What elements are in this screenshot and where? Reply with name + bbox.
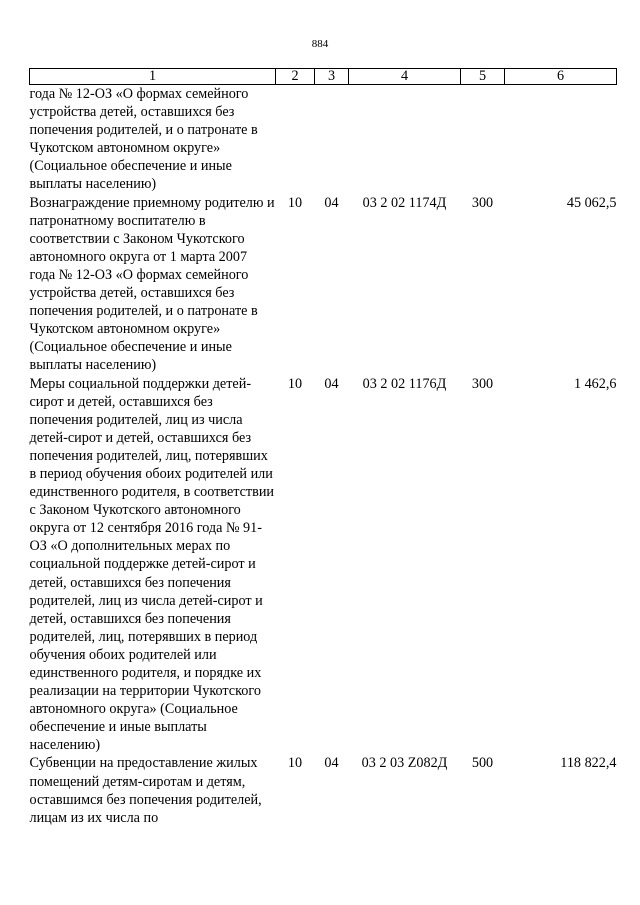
page-number: 884 — [311, 38, 329, 50]
table-row — [30, 194, 617, 375]
row-amount: 1 462,6 — [573, 375, 617, 392]
row-code: 03 2 03 Z082Д — [361, 755, 448, 772]
row-section: 10 — [287, 194, 303, 211]
row-code: 03 2 02 1176Д — [362, 375, 447, 392]
row-subsection: 04 — [324, 375, 339, 392]
budget-table — [29, 68, 617, 827]
row-name-continuation: года № 12-ОЗ «О формах семейного устройства детей, оставшихся без попечения родителей, и о патронате в Чукотском автономном округе» (Социальное обеспечение и иные выплаты населению) — [29, 86, 258, 193]
table-row — [30, 375, 617, 755]
column-header-section: 2 — [276, 69, 315, 85]
row-expense-type: 300 — [471, 375, 494, 392]
column-header-expense-type: 5 — [461, 69, 505, 85]
column-header-code: 4 — [349, 69, 461, 85]
row-section: 10 — [287, 375, 303, 392]
row-section: 10 — [287, 755, 303, 772]
column-header-subsection: 3 — [315, 69, 349, 85]
table-header-row — [30, 69, 617, 85]
row-expense-type: 500 — [471, 755, 494, 772]
row-amount: 45 062,5 — [566, 194, 617, 211]
row-code: 03 2 02 1174Д — [362, 194, 447, 211]
table-row — [30, 754, 617, 826]
row-amount: 118 822,4 — [560, 755, 617, 772]
row-expense-type: 300 — [471, 194, 494, 211]
row-subsection: 04 — [324, 755, 339, 772]
row-subsection: 04 — [324, 194, 339, 211]
row-name: Меры социальной поддержки детей-сирот и детей, оставшихся без попечения родителей, лиц из числа детей-сирот и детей, оставшихся без попечения родителей, лиц, потерявших в период обучения обоих родителей или единственного родителя, в соответствии с Законом Чукотского автономного округа от 12 сентября 2016 года № 91-ОЗ «О дополнительных мерах по социальной поддержке детей-сирот и детей, оставшихся без попечения родителей, лиц из числа детей-сирот и детей, оставшихся без попечения родителей, лиц, потерявших в период обучения обоих родителей или единственного родителя, и порядке их реализации на территории Чукотского автономного округа» (Социальное обеспечение и иные выплаты населению) — [29, 375, 275, 754]
table-row-continuation — [30, 85, 617, 194]
column-header-amount: 6 — [505, 69, 617, 85]
row-name: Субвенции на предоставление жилых помещений детям-сиротам и детям, оставшимся без попечения родителей, лицам из их числа по — [29, 755, 262, 826]
row-name: Вознаграждение приемному родителю и патронатному воспитателю в соответствии с Законом Чукотского автономного округа от 1 марта 2007 года № 12-ОЗ «О формах семейного устройства детей, оставшихся без попечения родителей, и о патронате в Чукотском автономном округе» (Социальное обеспечение и иные выплаты населению) — [29, 194, 275, 374]
column-header-name: 1 — [30, 69, 276, 85]
